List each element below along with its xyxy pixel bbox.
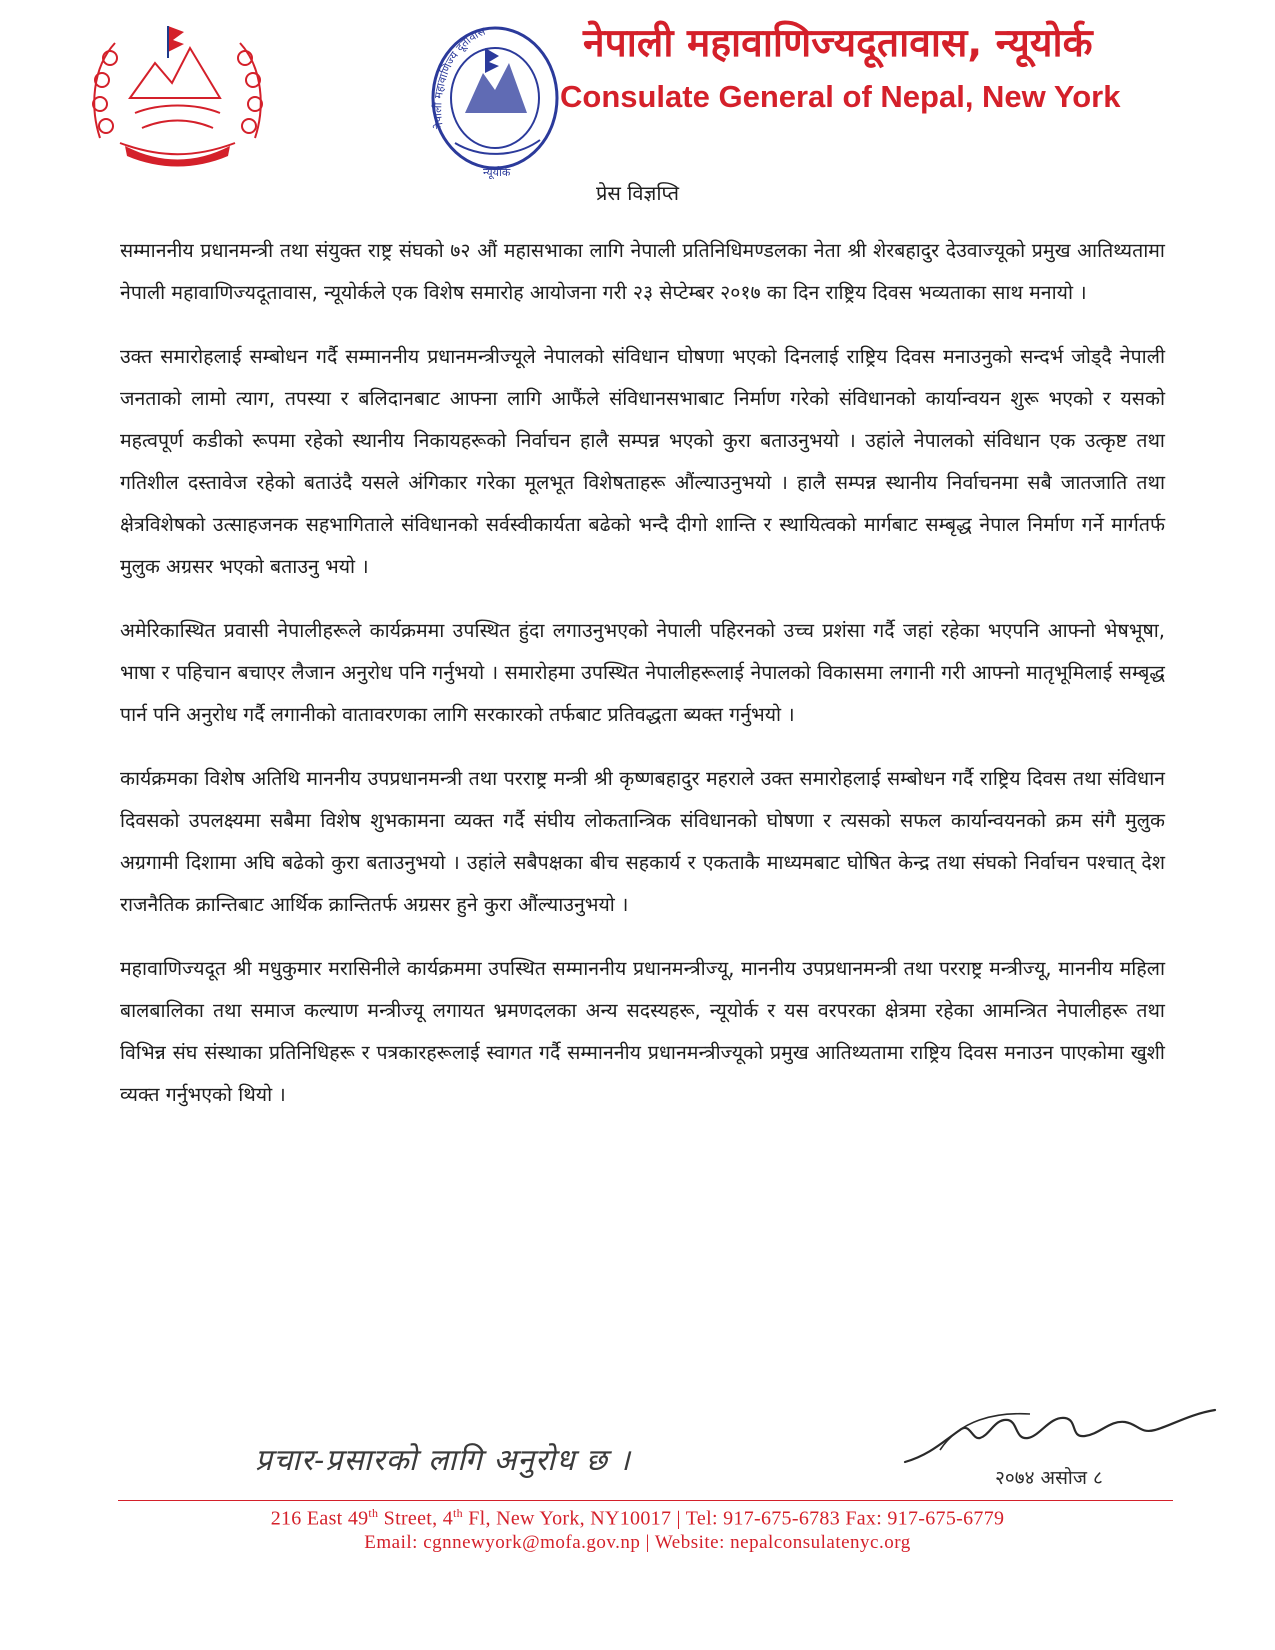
signed-date: २०७४ असोज ८	[995, 1467, 1103, 1489]
footer-email-label: Email:	[364, 1532, 424, 1553]
footer-contact: Email: cgnnewyork@mofa.gov.np | Website: nepalconsulatenyc.org	[364, 1532, 911, 1553]
paragraph-5: महावाणिज्यदूत श्री मधुकुमार मरासिनीले कार्यक्रममा उपस्थित सम्माननीय प्रधानमन्त्रीज्यू, माननीय उपप्रधानमन्त्री तथा परराष्ट्र मन्त्रीज्यू, माननीय महिला बालबालिका तथा समाज कल्याण मन्त्रीज्यू लगायत भ्रमणदलका अन्य सदस्यहरू, न्यूयोर्क र यस वरपरका क्षेत्रमा रहेका आमन्त्रित नेपालीहरू तथा विभिन्न संघ संस्थाका प्रतिनिधिहरू र पत्रकारहरूलाई स्वागत गर्दै सम्माननीय प्रधानमन्त्रीज्यूको प्रमुख आतिथ्यतामा राष्ट्रिय दिवस मनाउन पाएकोमा खुशी व्यक्त गर्नुभएको थियो ।	[120, 957, 1165, 1106]
document-title: प्रेस विज्ञप्ति	[595, 181, 680, 205]
paragraph-4: कार्यक्रमका विशेष अतिथि माननीय उपप्रधानमन्त्री तथा परराष्ट्र मन्त्री श्री कृष्णबहादुर महराले उक्त समारोहलाई सम्बोधन गर्दै राष्ट्रिय दिवस तथा संविधान दिवसको उपलक्ष्यमा सबैमा विशेष शुभकामना व्यक्त गर्दै संघीय लोकतान्त्रिक संविधानको घोषणा र त्यसको सफल कार्यान्वयनको क्रम संगै मुलुक अग्रगामी दिशामा अघि बढेको कुरा बताउनुभयो । उहांले सबैपक्षका बीच सहकार्य र एकताकै माध्यमबाट घोषित केन्द्र तथा संघको निर्वाचन पश्चात् देश राजनैतिक क्रान्तिबाट आर्थिक क्रान्तितर्फ अग्रसर हुने कुरा औंल्याउनुभयो ।	[120, 767, 1165, 916]
svg-text:नेपाली महावाणिज्य दूतावास	[431, 25, 487, 130]
footer-website-label: Website:	[654, 1532, 731, 1553]
document-body	[120, 230, 1165, 1138]
footer-address: 216 East 49th Street, 4th Fl, New York, NY10017 | Tel: 917-675-6783 Fax: 917-675-6779	[270, 1506, 1005, 1530]
paragraph-1: सम्माननीय प्रधानमन्त्री तथा संयुक्त राष्ट्र संघको ७२ औं महासभाका लागि नेपाली प्रतिनिधिमण्डलका नेता श्री शेरबहादुर देउवाज्यूको प्रमुख आतिथ्यतामा नेपाली महावाणिज्यदूतावास, न्यूयोर्कले एक विशेष समारोह आयोजना गरी २३ सेप्टेम्बर २०१७ का दिन राष्ट्रिय दिवस भव्यताका साथ मनायो ।	[120, 239, 1165, 304]
header-title-english: Consulate General of Nepal, New York	[560, 79, 1121, 114]
header-title-nepali: नेपाली महावाणिज्यदूतावास, न्यूयोर्क	[583, 21, 1093, 66]
seal-text-top: नेपाली महावाणिज्य दूतावास	[431, 24, 488, 130]
paragraph-3: अमेरिकास्थित प्रवासी नेपालीहरूले कार्यक्रममा उपस्थित हुंदा लगाउनुभएको नेपाली पहिरनको उच्च प्रशंसा गर्दै जहां रहेका भएपनि आफ्नो भेषभूषा, भाषा र पहिचान बचाएर लैजान अनुरोध पनि गर्नुभयो । समारोहमा उपस्थित नेपालीहरूलाई नेपालको विकासमा लगानी गरी आफ्नो मातृभूमिलाई सम्बृद्ध पार्न पनि अनुरोध गर्दै लगानीको वातावरणका लागि सरकारको तर्फबाट प्रतिवद्धता ब्यक्त गर्नुभयो ।	[120, 619, 1165, 726]
footer-email-link[interactable]: cgnnewyork@mofa.gov.np	[423, 1532, 641, 1553]
paragraph-2: उक्त समारोहलाई सम्बोधन गर्दै सम्माननीय प्रधानमन्त्रीज्यूले नेपालको संविधान घोषणा भएको दिनलाई राष्ट्रिय दिवस मनाउनुको सन्दर्भ जोड्दै नेपाली जनताको लामो त्याग, तपस्या र बलिदानबाट आफ्ना लागि आफैंले संविधानसभाबाट निर्माण गरेको संविधानको कार्यान्वयन शुरू भएको र यसको महत्वपूर्ण कडीको रूपमा रहेको स्थानीय निकायहरूको निर्वाचन हालै सम्पन्न भएको कुरा बताउनुभयो । उहांले नेपालको संविधान एक उत्कृष्ट तथा गतिशील दस्तावेज रहेको बताउंदै यसले अंगिकार गरेका मूलभूत विशेषताहरू औंल्याउनुभयो । हालै सम्पन्न स्थानीय निर्वाचनमा सबै जातजाति तथा क्षेत्रविशेषको उत्साहजनक सहभागिताले संविधानको सर्वस्वीकार्यता बढेको भन्दै दीगो शान्ति र स्थायित्वको मार्गबाट सम्बृद्ध नेपाल निर्माण गर्ने मार्गतर्फ मुलुक अग्रसर भएको बताउनु भयो ।	[120, 345, 1165, 578]
nepal-coat-of-arms-icon	[80, 18, 275, 168]
footer-website-link[interactable]: nepalconsulatenyc.org	[730, 1532, 911, 1553]
footer-divider	[118, 1500, 1173, 1501]
handwritten-request-note: प्रचार-प्रसारको लागि अनुरोध छ ।	[255, 1443, 631, 1478]
seal-text-bottom: न्यूयोर्क	[483, 166, 511, 179]
consulate-seal-icon	[425, 18, 565, 183]
handwritten-signature-icon	[900, 1400, 1220, 1470]
